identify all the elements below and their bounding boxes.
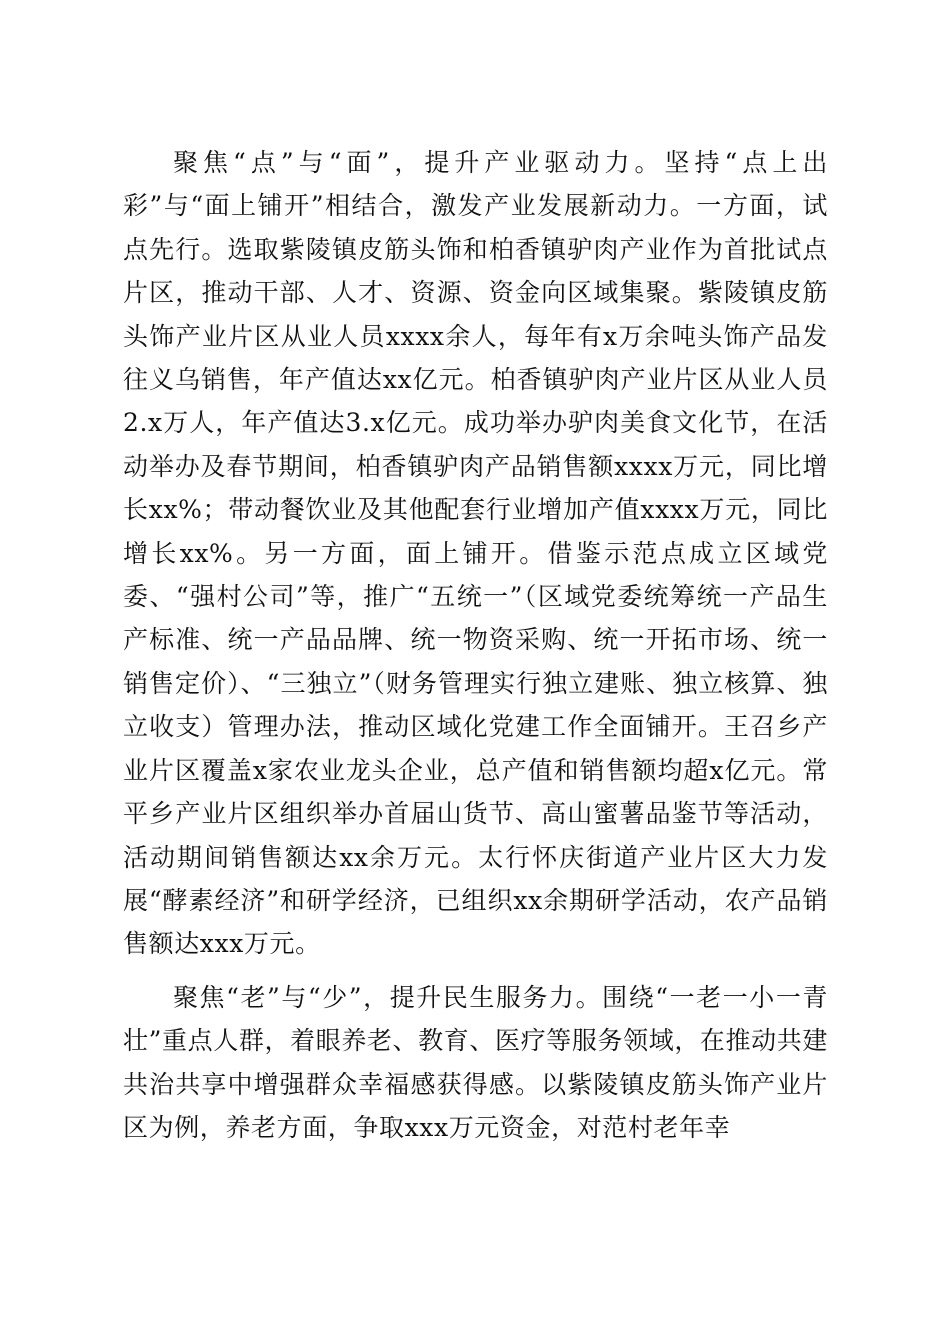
document-body (123, 141, 828, 1149)
paragraph-livelihood-service: 聚焦“老”与“少”，提升民生服务力。围绕“一老一小一青壮”重点人群，着眼养老、教育、医疗等服务领域，在推动共建共治共享中增强群众幸福感获得感。以紫陵镇皮筋头饰产业片区为例，养老方面，争取xxx万元资金，对范村老年幸 (123, 982, 828, 1142)
paragraph-industry-driving-force: 聚焦“点”与“面”，提升产业驱动力。坚持“点上出彩”与“面上铺开”相结合，激发产业发展新动力。一方面，试点先行。选取紫陵镇皮筋头饰和柏香镇驴肉产业作为首批试点片区，推动干部、人才、资源、资金向区域集聚。紫陵镇皮筋头饰产业片区从业人员xxxx余人，每年有x万余吨头饰产品发往义乌销售，年产值达xx亿元。柏香镇驴肉产业片区从业人员2.x万人，年产值达3.x亿元。成功举办驴肉美食文化节，在活动举办及春节期间，柏香镇驴肉产品销售额xxxx万元，同比增长xx%；带动餐饮业及其他配套行业增加产值xxxx万元，同比增长xx%。另一方面，面上铺开。借鉴示范点成立区域党委、“强村公司”等，推广“五统一”（区域党委统筹统一产品生产标准、统一产品品牌、统一物资采购、统一开拓市场、统一销售定价）、“三独立”（财务管理实行独立建账、独立核算、独立收支）管理办法，推动区域化党建工作全面铺开。王召乡产业片区覆盖x家农业龙头企业，总产值和销售额均超x亿元。常平乡产业片区组织举办首届山货节、高山蜜薯品鉴节等活动，活动期间销售额达xx余万元。太行怀庆街道产业片区大力发展“酵素经济”和研学经济，已组织xx余期研学活动，农产品销售额达xxx万元。 (123, 148, 828, 959)
